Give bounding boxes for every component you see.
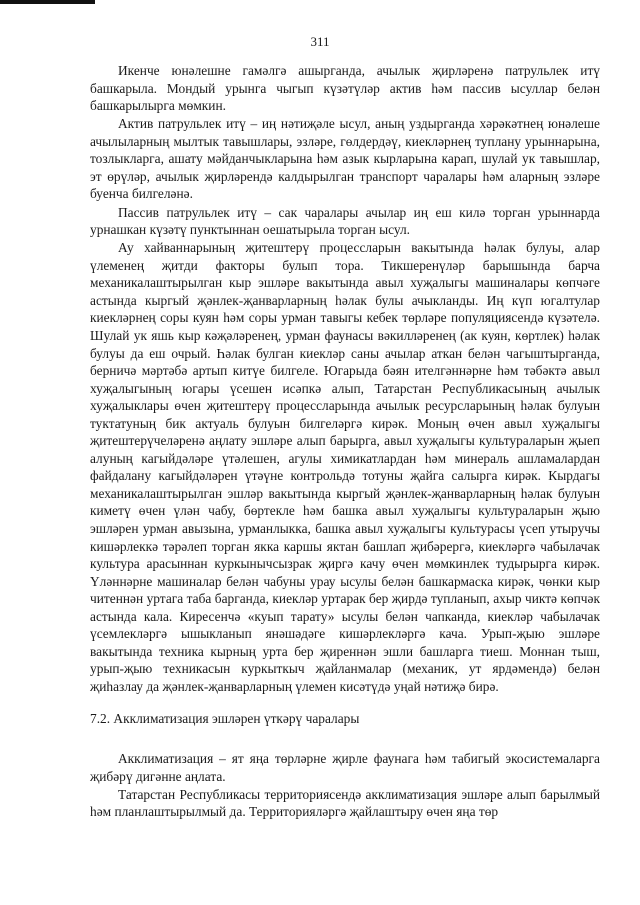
scan-corner-mark (0, 0, 95, 4)
paragraph: Ау хайваннарының җитештерү процессларын вакытында һәлак булуы, алар үлеменең җитди факторы булып тора. Тикшеренүләр барышында барча механикалаштырылган кыр эшләре вакытында авыл хуҗалыгы машиналары көпчәге астында кыргый җәнлек-җанварларның һәлак булы ачыкланды. Иң күп югалтулар киекләрнең соры куян һәм соры урман тавыгы кебек төрләре популяциясендә күзәтелә. Шулай ук яшь кыр кәҗәләренең, урман фаунасы вәкилләренең (ак куян, көртлек) һәлак булуы да еш очрый. Һәлак булган киекләр саны ачылар аткан белән чагыштырганда, берничә мәртәбә артып китүе билгеле. Югарыда бәян ителгәннәрне һәм тәбәктә авыл хуҗалыгының югары үсешен исәпкә алып, Татарстан Республикасының ачылык хуҗалыклары өчен җитештерү процессларында ачылык ресурсларының һәлак булуын туктатуның бик актуаль булуын билгеләргә кирәк. Моның өчен авыл хуҗалыгы җитештерүчеләренә аңлату эшләре алып барырга, авыл хуҗалыгы культураларын җыеп алуның кагыйдәләре үтәлешен, агулы химикатлардан һәм минераль ашламалардан файдалану кагыйдәләрен үтәүне контрольдә тотуны җайга салырга кирәк. Кырдагы механикалаштырылган эшләр вакытында кыргый җәнлек-җанварларның һәлак булуын киметү өчен үлән чабу, бөртекле һәм башка авыл хуҗалыгы культураларын җыю эшләрен урман авызына, урманлыкка, башка авыл хуҗалыгы культурасы үсеп утыручы кишәрлеккә тәрәлеп торган якка каршы яктан башлап җибәрергә, киекләргә чабылачак культура арасыннан куркынычсызрак җиргә качу өчен мөмкинлек тудырырга кирәк. Үләннәрне машиналар белән чабуны урау ысулы белән башкармаска кирәк, чөнки кыр читеннән уртага таба барганда, киекләр уртарак бер җирдә тупланып, ахыр чиктә көпчәк астында кала. Киресенчә «куып тарату» ысулы белән чапканда, киекләр чабылачак үсемлекләргә ышыкланып янәшәдәге кишәрлекләргә кача. Урып-җыю эшләре вакытында техника кырның урта бер җиреннән эшли башларга тиеш. Моннан тыш, урып-җыю техникасын куркыткыч җайланмалар (механик, ут ярдәмендә) белән җиһазлау да җәнлек-җанварларның үлемен кисәтүдә уңай нәтиҗә бирә. (90, 240, 600, 694)
paragraph: Татарстан Республикасы территориясендә акклиматизация эшләре алып барылмый һәм планлаштырылмый да. Территорияләргә җайлаштыру өчен яңа төр (90, 786, 600, 820)
paragraph: Пассив патрульлек итү – сак чаралары ачылар иң еш килә торган урыннарда урнашкан күзәтү пунктыннан оешатырыла торган ысул. (90, 204, 600, 238)
page-body (90, 62, 600, 821)
paragraph: Акклиматизация – ят яңа төрләрне җирле фаунага һәм табигый экосистемаларга җибәрү дигәнне аңлата. (90, 751, 600, 784)
section-heading: 7.2. Акклиматизация эшләрен үткәрү чаралары (90, 711, 360, 727)
page-number: 311 (310, 34, 330, 49)
paragraph: Актив патрульлек итү – иң нәтиҗәле ысул, аның уздырганда хәрәкәтнең юнәлеше ачылыларның мылтык тавышлары, эзләре, гөлдердәү, киекләрнең туплану урыннарына, тозлыкларга, ашату мәйданчыкларына һәм азык кырларына карап, шулай ук тавышлар, эт өрүләр, ачылык җирләрендә калдырылган транспорт чаралары һәм аларның эзләре буенча билгеләнә. (90, 116, 600, 202)
paragraph: Икенче юнәлешне гамәлгә ашырганда, ачылык җирләренә патрульлек итү башкарыла. Мондый урынга чыгып күзәтүләр актив һәм пассив ысуллар белән башкарылырга мөмкин. (90, 63, 600, 114)
